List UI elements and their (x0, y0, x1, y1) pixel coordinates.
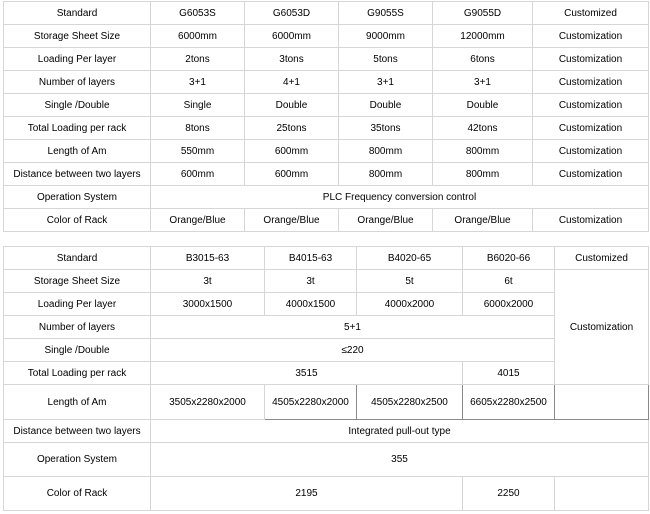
row-label: Length of Am (4, 385, 151, 420)
header-cell: Customized (533, 2, 649, 25)
table-cell: 25tons (245, 117, 339, 140)
table-cell-merged: 355 (151, 443, 649, 477)
row-label: Distance between two layers (4, 420, 151, 443)
table-cell-merged: 5+1 (151, 316, 555, 339)
table-cell: 4505x2280x2000 (265, 385, 357, 420)
table-row (4, 339, 649, 362)
table-cell: 6000mm (245, 25, 339, 48)
table-cell-merged: 3515 (151, 362, 463, 385)
table-cell: 42tons (433, 117, 533, 140)
table-cell: 800mm (339, 140, 433, 163)
table-cell: 600mm (245, 163, 339, 186)
header-cell: B3015-63 (151, 247, 265, 270)
table-cell: Orange/Blue (339, 209, 433, 232)
header-cell: Standard (4, 2, 151, 25)
table-cell: Double (339, 94, 433, 117)
table-cell: Customization (533, 25, 649, 48)
table-header-row (4, 247, 649, 270)
table-cell: 800mm (339, 163, 433, 186)
header-cell: Standard (4, 247, 151, 270)
table-row (4, 316, 649, 339)
table-cell: 5t (357, 270, 463, 293)
table-cell: 4000x1500 (265, 293, 357, 316)
table-cell: 6000x2000 (463, 293, 555, 316)
table-cell: 600mm (151, 163, 245, 186)
row-label: Operation System (4, 443, 151, 477)
specs-table-g-series (3, 1, 649, 232)
table-row (4, 385, 649, 420)
table-cell: 800mm (433, 140, 533, 163)
table-cell: 600mm (245, 140, 339, 163)
table-cell: Double (433, 94, 533, 117)
row-label: Storage Sheet Size (4, 25, 151, 48)
table-cell: Customization (533, 140, 649, 163)
table-cell: 6000mm (151, 25, 245, 48)
table-cell-empty (555, 477, 649, 511)
table-row (4, 209, 649, 232)
table-cell-empty (555, 385, 649, 420)
table-cell: Customization (533, 48, 649, 71)
table-cell: 800mm (433, 163, 533, 186)
row-label: Number of layers (4, 316, 151, 339)
table-cell: 3t (151, 270, 265, 293)
header-cell: G6053D (245, 2, 339, 25)
table-cell: Customization (533, 163, 649, 186)
table-row (4, 270, 649, 293)
table-cell: 4015 (463, 362, 555, 385)
table-cell: 3+1 (339, 71, 433, 94)
row-label: Number of layers (4, 71, 151, 94)
table-cell: Customization (533, 71, 649, 94)
row-label: Operation System (4, 186, 151, 209)
header-cell: G6053S (151, 2, 245, 25)
specs-table-b-series (3, 246, 649, 511)
row-label: Color of Rack (4, 209, 151, 232)
table-cell: Single (151, 94, 245, 117)
table-row (4, 94, 649, 117)
table-row (4, 362, 649, 385)
table-header-row (4, 2, 649, 25)
table-cell: 4505x2280x2500 (357, 385, 463, 420)
table-cell-merged: Integrated pull-out type (151, 420, 649, 443)
table-cell: Double (245, 94, 339, 117)
row-label: Loading Per layer (4, 293, 151, 316)
header-cell: B4015-63 (265, 247, 357, 270)
table-cell: 3t (265, 270, 357, 293)
row-label: Loading Per layer (4, 48, 151, 71)
header-cell: G9055D (433, 2, 533, 25)
row-label: Total Loading per rack (4, 362, 151, 385)
table-row (4, 443, 649, 477)
header-cell: B4020-65 (357, 247, 463, 270)
table-cell: Orange/Blue (151, 209, 245, 232)
table-cell: Customization (533, 94, 649, 117)
table-cell: Orange/Blue (433, 209, 533, 232)
table-cell: 2tons (151, 48, 245, 71)
row-label: Color of Rack (4, 477, 151, 511)
table-cell: 12000mm (433, 25, 533, 48)
table-cell: 6t (463, 270, 555, 293)
table-cell: 6tons (433, 48, 533, 71)
row-label: Total Loading per rack (4, 117, 151, 140)
table-row (4, 48, 649, 71)
table-cell-merged: 2195 (151, 477, 463, 511)
table-cell: 2250 (463, 477, 555, 511)
table-row (4, 420, 649, 443)
table-row (4, 71, 649, 94)
table-row (4, 477, 649, 511)
table-cell: 8tons (151, 117, 245, 140)
row-label: Length of Am (4, 140, 151, 163)
table-cell: 5tons (339, 48, 433, 71)
table-cell: 9000mm (339, 25, 433, 48)
table-row (4, 140, 649, 163)
header-cell: Customized (555, 247, 649, 270)
table-cell: 3000x1500 (151, 293, 265, 316)
table-cell: Orange/Blue (245, 209, 339, 232)
header-cell: G9055S (339, 2, 433, 25)
table-cell: Customization (533, 117, 649, 140)
table-row (4, 186, 649, 209)
row-label: Single /Double (4, 94, 151, 117)
row-label: Distance between two layers (4, 163, 151, 186)
table-row (4, 25, 649, 48)
table-cell: 550mm (151, 140, 245, 163)
table-cell-merged: PLC Frequency conversion control (151, 186, 649, 209)
table-cell: 3505x2280x2000 (151, 385, 265, 420)
table-cell: 6605x2280x2500 (463, 385, 555, 420)
row-label: Storage Sheet Size (4, 270, 151, 293)
table-cell: 4000x2000 (357, 293, 463, 316)
table-row (4, 163, 649, 186)
row-label: Single /Double (4, 339, 151, 362)
table-cell: 3+1 (151, 71, 245, 94)
table-cell: 3+1 (433, 71, 533, 94)
table-cell: 35tons (339, 117, 433, 140)
customization-cell: Customization (555, 270, 649, 385)
table-cell: Customization (533, 209, 649, 232)
header-cell: B6020-66 (463, 247, 555, 270)
table-cell: 4+1 (245, 71, 339, 94)
table-row (4, 293, 649, 316)
table-cell-merged: ≤220 (151, 339, 555, 362)
table-row (4, 117, 649, 140)
table-cell: 3tons (245, 48, 339, 71)
